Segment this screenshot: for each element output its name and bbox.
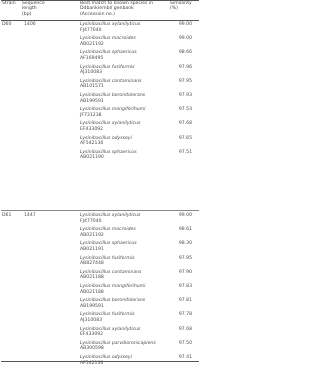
species-name: Lysinibacillus xylanilyticus: [80, 22, 141, 27]
species-name: Lysinibacillus odysseyi: [80, 355, 132, 360]
species-name: Lysinibacillus macroides: [80, 227, 136, 233]
divider-rule: [1, 210, 199, 211]
similarity-value: 97.78: [178, 312, 192, 318]
similarity-value: 97.96: [178, 64, 192, 70]
species-name: Lysinibacillus parviboronicapiens: [80, 340, 156, 346]
species-name: Lysinibacillus boronitolerans: [80, 298, 146, 304]
species-name: Lysinibacillus xylanilyticus: [80, 213, 141, 218]
similarity-value: 97.95: [178, 78, 192, 84]
length-cell: 1447: [24, 213, 36, 218]
similarity-value: 97.65: [178, 135, 192, 141]
accession-number: AF542136: [80, 360, 104, 366]
similarity-value: 98.66: [178, 50, 192, 56]
species-name: Lysinibacillus fusiformis: [80, 312, 135, 318]
similarity-value: 97.68: [178, 121, 192, 127]
accession-number: AB021190: [80, 155, 104, 161]
similarity-value: 97.68: [178, 326, 192, 332]
header-similarity: Similarity (%): [170, 1, 192, 12]
bottom-rule: [1, 361, 199, 362]
species-name: Lysinibacillus mangiferihumi: [80, 107, 146, 113]
similarity-value: 97.95: [178, 255, 192, 261]
species-name: Lysinibacillus odysseyi: [80, 135, 132, 141]
similarity-value: 97.51: [178, 149, 192, 155]
header-match: Best match to known species in Ddbank/embl/ genbank (Accession no.): [80, 1, 154, 17]
similarity-value: 97.81: [178, 298, 192, 304]
accession-number: JF731238: [80, 112, 102, 118]
header-length: Sequence length (bp): [22, 1, 45, 17]
accession-number: AB021188: [80, 275, 104, 281]
header-strain: Strain: [2, 1, 16, 6]
similarity-value: 97.93: [178, 93, 192, 98]
accession-number: AB101571: [80, 84, 104, 90]
species-name: Lysinibacillus boronitolerans: [80, 93, 146, 98]
species-name: Lysinibacillus mangiferihumi: [80, 284, 146, 289]
accession-number: AJ310083: [80, 318, 103, 323]
accession-number: AF542136: [80, 141, 104, 147]
species-name: Lysinibacillus xylanilyticus: [80, 121, 141, 127]
similarity-value: 99.00: [178, 22, 192, 27]
similarity-value: 98.30: [178, 241, 192, 247]
accession-number: AB300598: [80, 346, 104, 352]
accession-number: AB199591: [80, 303, 104, 309]
accession-number: AB021192: [80, 232, 104, 238]
species-name: Lysinibacillus sphaericus: [80, 241, 137, 247]
accession-number: AB199591: [80, 98, 104, 104]
species-name: Lysinibacillus fusiformis: [80, 64, 135, 70]
similarity-value: 97.41: [178, 355, 192, 360]
species-name: Lysinibacillus macroides: [80, 36, 136, 42]
strain-cell: D61: [2, 213, 12, 218]
species-name: Lysinibacillus contaminans: [80, 269, 142, 275]
similarity-value: 97.50: [178, 340, 192, 346]
similarity-value: 97.53: [178, 107, 192, 113]
species-name: Lysinibacillus sphaericus: [80, 50, 137, 56]
similarity-value: 99.00: [178, 213, 192, 218]
accession-number: AB827448: [80, 261, 104, 267]
accession-number: AB021188: [80, 289, 104, 295]
header-rule: [1, 20, 199, 21]
accession-number: FJ477040: [80, 218, 102, 224]
similarity-value: 99.00: [178, 36, 192, 42]
species-name: Lysinibacillus xylanilyticus: [80, 326, 141, 332]
accession-number: AJ310083: [80, 70, 103, 76]
accession-number: AB021192: [80, 41, 104, 47]
species-name: Lysinibacillus contaminans: [80, 78, 142, 84]
accession-number: AF169495: [80, 56, 104, 61]
similarity-value: 98.61: [178, 227, 192, 233]
accession-number: FJ477040: [80, 27, 102, 33]
similarity-value: 97.90: [178, 269, 192, 275]
accession-number: EF433092: [80, 332, 104, 338]
accession-number: EF433092: [80, 127, 104, 132]
strain-cell: D60: [2, 22, 12, 27]
species-name: Lysinibacillus fusiformis: [80, 255, 135, 261]
species-name: Lysinibacillus sphaericus: [80, 149, 137, 155]
length-cell: 1406: [24, 22, 36, 27]
accession-number: AB021191: [80, 247, 104, 252]
similarity-value: 97.83: [178, 284, 192, 289]
